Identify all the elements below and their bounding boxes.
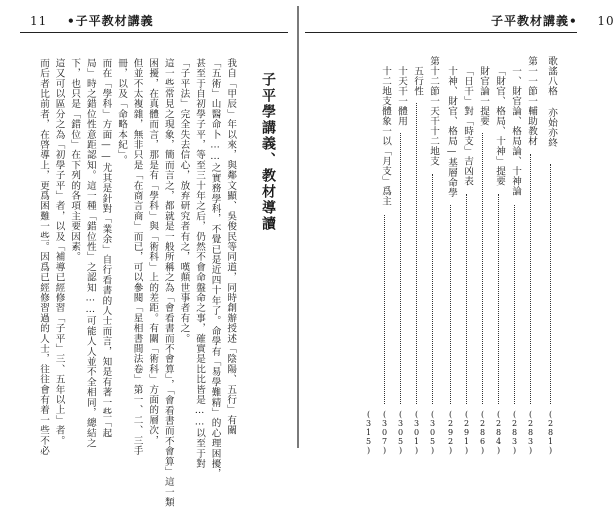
left-running-head: •子平教材講義 xyxy=(66,14,154,28)
toc-entry-page: (281) xyxy=(546,410,555,455)
body-column: 局」時之錯位性意距認知。這一種「錯位性」之認知……可能人人並不全相同，總結之 xyxy=(84,58,96,449)
body-column: 這又可以區分之為「初學子平」者，以及「補導已經修習「子平」三、五年以上」者。 xyxy=(53,58,65,446)
left-page xyxy=(0,0,296,507)
toc-leader-dots xyxy=(550,164,551,404)
toc-entry-label: 歌謠八格 亦始亦終 xyxy=(546,56,557,148)
toc-leader-dots xyxy=(450,205,451,404)
body-column: 但並不太複雜，無非只是「在商言商」而已，可以參閱「星相書間法卷」第一、二、三手 xyxy=(131,58,143,456)
toc-leader-dots xyxy=(514,205,515,404)
toc-leader-dots xyxy=(498,194,499,404)
body-column: 困擾，在真體而言，那是有「學科」與「術科」上的差距。有關「術科」方面的層次， xyxy=(147,58,159,446)
toc-entry-label: 五行性 xyxy=(412,66,423,96)
toc-entry-label: 第一一節一輔助教材 xyxy=(526,56,537,146)
toc-entry-label: 一、財官論、格局論、十神論 xyxy=(510,66,521,196)
toc-entry-page: (283) xyxy=(510,410,519,455)
toc-entry-label: 「財官、格局、十神」提要 xyxy=(494,66,505,186)
toc-entry-page: (286) xyxy=(478,410,487,455)
body-column: 甚至于自初學子平，等至三十年之后，仍然不會命盤命之事，確實是比比皆是……以至于對 xyxy=(194,58,205,469)
toc-leader-dots xyxy=(530,154,531,404)
body-column: 而后者比前者，在啓導上，更爲困難一些。因爲已經修習過的人士，往往會有着一些不必 xyxy=(38,58,49,456)
right-running-head: 子平教材講義• xyxy=(491,14,578,28)
toc-entry-page: (301) xyxy=(412,410,421,455)
toc-entry-page: (305) xyxy=(396,410,405,455)
toc-leader-dots xyxy=(384,215,385,404)
toc-entry-page: (305) xyxy=(428,410,437,455)
right-page-number: 10 xyxy=(597,14,615,28)
body-column: 冊，以及「命略本紀」。 xyxy=(116,58,127,166)
right-page xyxy=(299,0,615,455)
toc-entry-label: 「日干」對「時支」吉凶表 xyxy=(462,66,473,186)
left-header-rule xyxy=(20,32,288,33)
toc-entry-label: 十神、財官、格局—基層命學 xyxy=(446,66,457,198)
toc-leader-dots xyxy=(400,133,401,404)
body-column: 這一些常見之現象，簡而言之，都就是一般所稱之為「會看書而不會算」，「會看書而不會算」這一類 xyxy=(162,58,174,507)
right-header-rule xyxy=(305,32,577,33)
left-page-header xyxy=(30,12,154,29)
right-page-header xyxy=(491,12,615,29)
toc-entry-page: (292) xyxy=(446,410,455,455)
body-column: 「五術」山醫命卜……之實務學科，不覺已是近四十年了。命學有「易學難精」的心理困擾， xyxy=(209,58,221,479)
toc-entry-page: (284) xyxy=(494,410,503,455)
toc-entry-label: 十二地支體象一以「月支」爲主 xyxy=(380,66,391,206)
left-page-number: 11 xyxy=(30,14,48,28)
section-title: 子平學講義、教材導讀 xyxy=(260,72,276,232)
toc-entry-page: (283) xyxy=(526,410,535,455)
toc-leader-dots xyxy=(432,174,433,404)
toc-leader-dots xyxy=(482,133,483,404)
toc-entry-page: (315) xyxy=(364,410,373,455)
toc-leader-dots xyxy=(466,194,467,404)
toc-entry-page: (307) xyxy=(380,410,389,455)
toc-entry-label: 財官論一提要 xyxy=(478,66,489,126)
body-column: 而在「學科」方面——尤其是針對「業余」自行看書的人士而言，知是有著一些「起 xyxy=(100,58,112,439)
toc-entry-label: 十天干一體用 xyxy=(396,66,407,126)
toc-entry-label: 第十二節一天干十二地支 xyxy=(428,56,439,166)
toc-leader-dots xyxy=(416,103,417,404)
body-column: 「子平法」完全失去信心，放弃研究者有之，嘆顛世事者有之。 xyxy=(178,58,190,344)
body-column: 我自「甲辰」年以來，與鄰文顯、吳俊民等同道，同時創辦授述「陰陽、五行」有關 xyxy=(225,58,237,436)
body-column: 下，也只是「錯位」在下列的各項主要因素。 xyxy=(69,58,81,262)
toc-entry-page: (291) xyxy=(462,410,471,455)
